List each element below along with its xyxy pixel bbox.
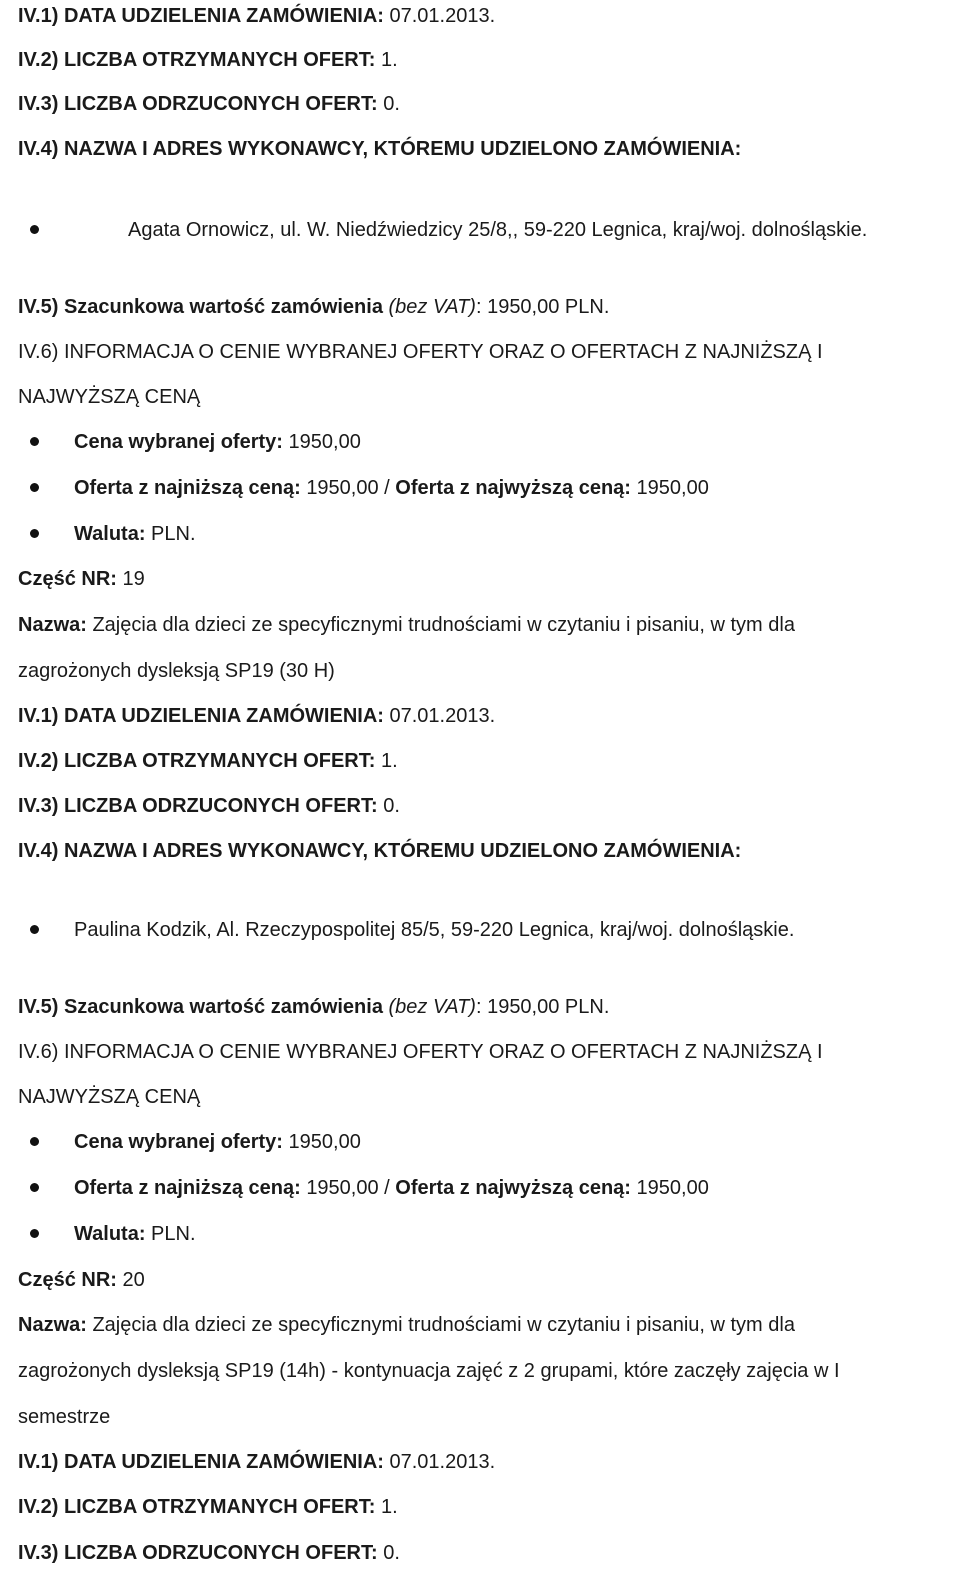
- bullet-icon: [30, 437, 39, 446]
- part-number-line: Część NR: 20: [18, 1269, 145, 1291]
- contractor-address: Agata Ornowicz, ul. W. Niedźwiedzicy 25/8,, 59-220 Legnica, kraj/woj. dolnośląskie.: [128, 219, 868, 241]
- offers-received-label: IV.2) LICZBA OTRZYMANYCH OFERT:: [18, 49, 376, 71]
- offers-received-value: 1.: [380, 49, 398, 71]
- award-date-value: 07.01.2013.: [389, 5, 496, 27]
- bullet-icon: [30, 225, 39, 234]
- contractor-heading: IV.4) NAZWA I ADRES WYKONAWCY, KTÓREMU UDZIELONO ZAMÓWIENIA:: [18, 840, 742, 862]
- award-date-label: IV.1) DATA UDZIELENIA ZAMÓWIENIA:: [18, 5, 384, 27]
- selected-price-line: Cena wybranej oferty: 1950,00: [74, 431, 361, 453]
- offers-rejected-line: IV.3) LICZBA ODRZUCONYCH OFERT: 0.: [18, 795, 400, 817]
- offers-rejected-label: IV.3) LICZBA ODRZUCONYCH OFERT:: [18, 93, 378, 115]
- bullet-icon: [30, 1229, 39, 1238]
- bullet-icon: [30, 483, 39, 492]
- award-date-line: IV.1) DATA UDZIELENIA ZAMÓWIENIA: 07.01.2013.: [18, 705, 496, 727]
- bullet-icon: [30, 925, 39, 934]
- price-range-line: Oferta z najniższą ceną: 1950,00 / Oferta z najwyższą ceną: 1950,00: [74, 1177, 709, 1199]
- estimated-value-line: IV.5) Szacunkowa wartość zamówienia (bez VAT): 1950,00 PLN.: [18, 296, 610, 318]
- price-info-heading-2: NAJWYŻSZĄ CENĄ: [18, 386, 201, 408]
- offers-received-line: IV.2) LICZBA OTRZYMANYCH OFERT: 1.: [18, 1496, 398, 1518]
- currency-line: Waluta: PLN.: [74, 1223, 196, 1245]
- currency-line: Waluta: PLN.: [74, 523, 196, 545]
- price-info-heading-1: IV.6) INFORMACJA O CENIE WYBRANEJ OFERTY ORAZ O OFERTACH Z NAJNIŻSZĄ I: [18, 341, 823, 363]
- part-name-line-2: zagrożonych dysleksją SP19 (14h) - kontynuacja zajęć z 2 grupami, które zaczęły zajęcia w I: [18, 1360, 840, 1382]
- offers-received-line: IV.2) LICZBA OTRZYMANYCH OFERT: 1.: [18, 750, 398, 772]
- offers-rejected-line: [18, 92, 400, 116]
- price-range-line: Oferta z najniższą ceną: 1950,00 / Oferta z najwyższą ceną: 1950,00: [74, 477, 709, 499]
- award-date-line: IV.1) DATA UDZIELENIA ZAMÓWIENIA: 07.01.2013.: [18, 1451, 496, 1473]
- contractor-address: Paulina Kodzik, Al. Rzeczypospolitej 85/5, 59-220 Legnica, kraj/woj. dolnośląskie.: [74, 919, 795, 941]
- award-date-line: [18, 4, 495, 28]
- bullet-icon: [30, 1183, 39, 1192]
- contractor-heading: IV.4) NAZWA I ADRES WYKONAWCY, KTÓREMU UDZIELONO ZAMÓWIENIA:: [18, 138, 742, 160]
- selected-price-line: Cena wybranej oferty: 1950,00: [74, 1131, 361, 1153]
- price-info-heading-2: NAJWYŻSZĄ CENĄ: [18, 1086, 201, 1108]
- offers-rejected-line: IV.3) LICZBA ODRZUCONYCH OFERT: 0.: [18, 1542, 400, 1564]
- part-name-line-3: semestrze: [18, 1406, 111, 1428]
- bullet-icon: [30, 529, 39, 538]
- part-name-line-1: Nazwa: Zajęcia dla dzieci ze specyficznymi trudnościami w czytaniu i pisaniu, w tym dla: [18, 614, 795, 636]
- part-name-line-1: Nazwa: Zajęcia dla dzieci ze specyficznymi trudnościami w czytaniu i pisaniu, w tym dla: [18, 1314, 795, 1336]
- offers-rejected-value: 0.: [383, 93, 400, 115]
- bullet-icon: [30, 1137, 39, 1146]
- part-name-line-2: zagrożonych dysleksją SP19 (30 H): [18, 660, 335, 682]
- price-info-heading-1: IV.6) INFORMACJA O CENIE WYBRANEJ OFERTY ORAZ O OFERTACH Z NAJNIŻSZĄ I: [18, 1041, 823, 1063]
- offers-received-line: [18, 48, 398, 72]
- estimated-value-line: IV.5) Szacunkowa wartość zamówienia (bez VAT): 1950,00 PLN.: [18, 996, 610, 1018]
- part-number-line: Część NR: 19: [18, 568, 145, 590]
